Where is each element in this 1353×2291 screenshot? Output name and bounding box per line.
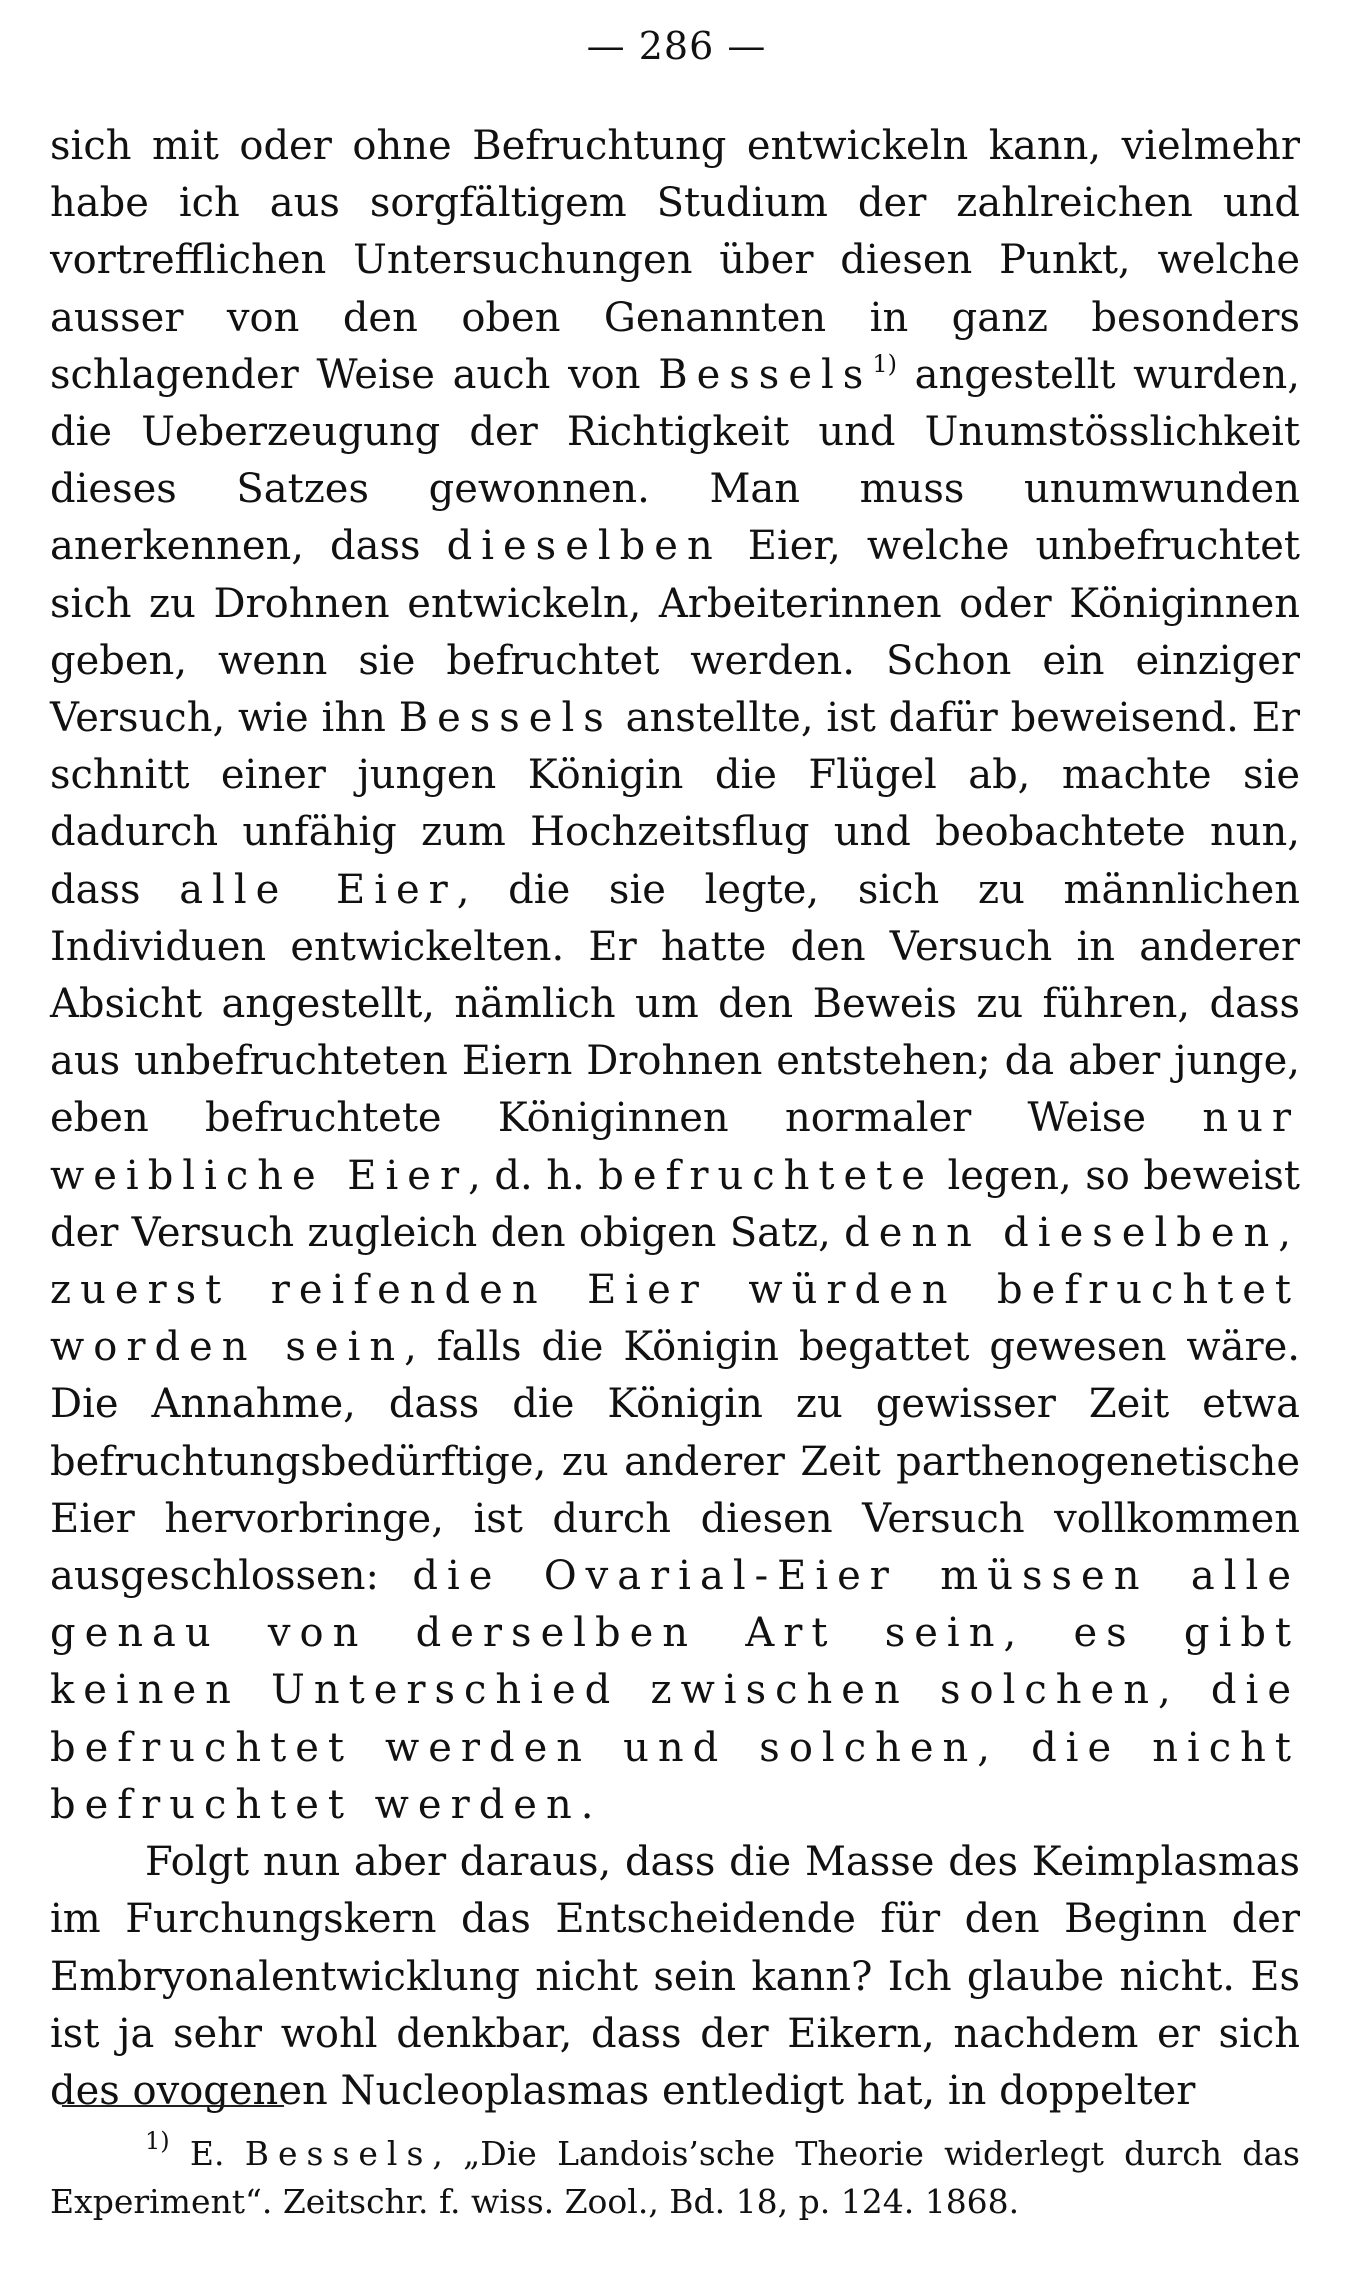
text-run: angestellt wurden, die Ueberzeugung der Richtigkeit und Unumstösslichkeit dieses Satzes gewonnen. Man muss unumwunden anerkennen, dass bbox=[50, 351, 1301, 570]
footnote bbox=[50, 2127, 1300, 2226]
emphasis-text: Bessels bbox=[658, 351, 873, 398]
text-run: E. bbox=[169, 2134, 245, 2173]
emphasis-text: Bessels bbox=[244, 2134, 433, 2173]
emphasis-text: dieselben bbox=[446, 523, 722, 570]
page-number: — 286 — bbox=[586, 24, 767, 68]
footnote-marker: 1) bbox=[145, 2127, 170, 2155]
text-run: , d. h. bbox=[468, 1152, 599, 1199]
footnote-text bbox=[50, 2127, 1300, 2226]
text-run: , die sie legte, sich zu männlichen Individuen entwickelten. Er hatte den Versuch in anderer Absicht angestellt, nämlich um den Beweis zu führen, dass aus unbefruchteten Eiern Drohnen entstehen; da aber junge, eben befruchtete Königinnen normaler Weise bbox=[50, 866, 1300, 1142]
emphasis-text: die Ovarial-Eier müssen alle genau von derselben Art sein, es gibt keinen Unterschied zwischen solchen, die befruchtet werden und solchen, die nicht befruchtet werden bbox=[50, 1553, 1300, 1828]
text-run: . bbox=[580, 1781, 594, 1828]
text-run: , „Die Landois’sche Theorie widerlegt durch das Experiment“. Zeitschr. f. wiss. Zool., Bd. 18, p. 124. 1868. bbox=[50, 2134, 1300, 2221]
text-run: Folgt nun aber daraus, dass die Masse des Keimplasmas im Furchungskern das Entscheidende für den Beginn der Embryonalentwicklung nicht sein kann? Ich glaube nicht. Es ist ja sehr wohl denkbar, dass der Eikern, nachdem er sich des ovogenen Nucleoplasmas entledigt hat, in doppelter bbox=[50, 1839, 1300, 2114]
body-text bbox=[50, 118, 1300, 2120]
emphasis-text: nur weibliche Eier bbox=[50, 1095, 1300, 1199]
emphasis-text: Bessels bbox=[398, 695, 613, 742]
text-run: Eier, welche unbefruchtet sich zu Drohnen entwickeln, Arbeiterinnen oder Königinnen geben, wenn sie befruchtet werden. Schon ein einziger Versuch, wie ihn bbox=[50, 523, 1301, 742]
text-run: sich mit oder ohne Befruchtung entwickeln kann, vielmehr habe ich aus sorgfältigem Studium der zahlreichen und vortrefflichen Untersuchungen über diesen Punkt, welche ausser von den oben Genannten in ganz besonders schlagender Weise auch von bbox=[50, 123, 1300, 398]
text-run: anstellte, ist dafür beweisend. Er schnitt einer jungen Königin die Flügel ab, machte sie dadurch unfähig zum Hochzeitsflug und beobachtete nun, dass bbox=[50, 695, 1300, 913]
emphasis-text: alle Eier bbox=[179, 866, 457, 913]
emphasis-text: denn dieselben, zuerst reifenden Eier würden befruchtet worden sein bbox=[50, 1209, 1300, 1371]
footnote-marker: 1) bbox=[872, 349, 897, 378]
emphasis-text: befruchtete bbox=[598, 1152, 934, 1199]
footnote-divider bbox=[62, 2105, 284, 2107]
paragraph-1 bbox=[50, 118, 1300, 1834]
text-run: , falls die Königin begattet gewesen wäre. Die Annahme, dass die Königin zu gewisser Zeit etwa befruchtungsbedürftige, zu anderer Zeit parthenogenetische Eier hervorbringe, ist durch diesen Versuch vollkommen ausgeschlossen: bbox=[50, 1324, 1301, 1600]
paragraph-2 bbox=[50, 1834, 1300, 2120]
text-run: legen, so beweist der Versuch zugleich den obigen Satz, bbox=[50, 1152, 1300, 1256]
